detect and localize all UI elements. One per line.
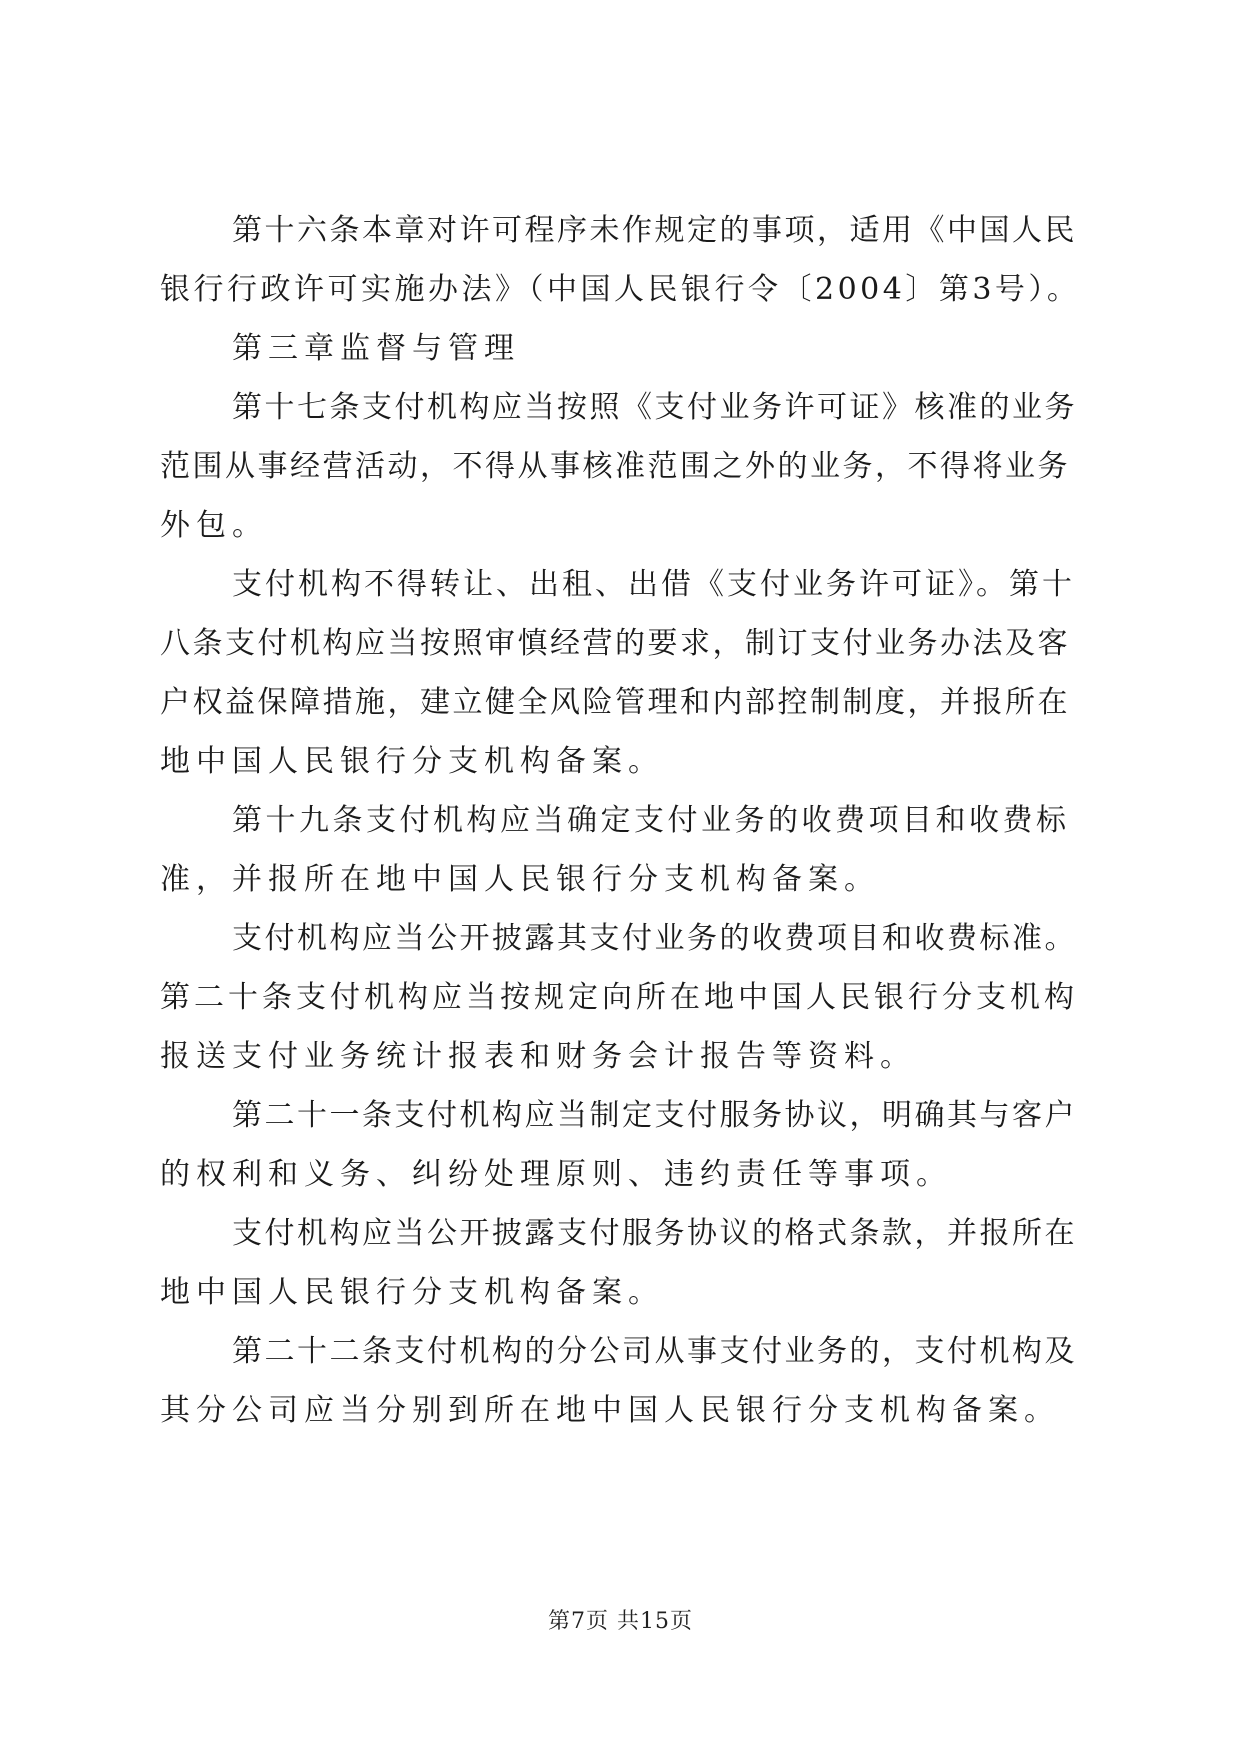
chapter-heading: 第三章监督与管理 (232, 331, 520, 366)
text-line: 地中国人民银行分支机构备案。 (160, 744, 664, 779)
text-line: 第十九条支付机构应当确定支付业务的收费项目和收费标 (232, 803, 1070, 838)
text-line: 户权益保障措施，建立健全风险管理和内部控制制度，并报所在 (160, 685, 1070, 720)
text-line: 第二十一条支付机构应当制定支付服务协议，明确其与客户 (232, 1098, 1077, 1133)
text-line: 准，并报所在地中国人民银行分支机构备案。 (160, 862, 880, 897)
text-line: 第二十二条支付机构的分公司从事支付业务的，支付机构及 (232, 1334, 1077, 1369)
text-line: 支付机构不得转让、出租、出借《支付业务许可证》。第十 (232, 567, 1075, 602)
text-line: 报送支付业务统计报表和财务会计报告等资料。 (160, 1039, 916, 1074)
text-line: 地中国人民银行分支机构备案。 (160, 1275, 664, 1310)
text-line: 八条支付机构应当按照审慎经营的要求，制订支付业务办法及客 (160, 626, 1070, 661)
text-line: 其分公司应当分别到所在地中国人民银行分支机构备案。 (160, 1393, 1060, 1428)
text-line: 第二十条支付机构应当按规定向所在地中国人民银行分支机构 (160, 980, 1078, 1015)
page-number-footer: 第7页 共15页 (548, 1609, 693, 1634)
text-line: 第十七条支付机构应当按照《支付业务许可证》核准的业务 (232, 390, 1077, 425)
text-line: 第十六条本章对许可程序未作规定的事项，适用《中国人民 (232, 213, 1077, 248)
text-line: 支付机构应当公开披露支付服务协议的格式条款，并报所在 (232, 1216, 1077, 1251)
text-line: 支付机构应当公开披露其支付业务的收费项目和收费标准。 (232, 921, 1077, 956)
text-line: 银行行政许可实施办法》（中国人民银行令〔2004〕第3号）。 (160, 272, 1081, 307)
text-line: 外包。 (160, 508, 268, 543)
text-line: 的权利和义务、纠纷处理原则、违约责任等事项。 (160, 1157, 952, 1192)
text-line: 范围从事经营活动，不得从事核准范围之外的业务，不得将业务 (160, 449, 1070, 484)
